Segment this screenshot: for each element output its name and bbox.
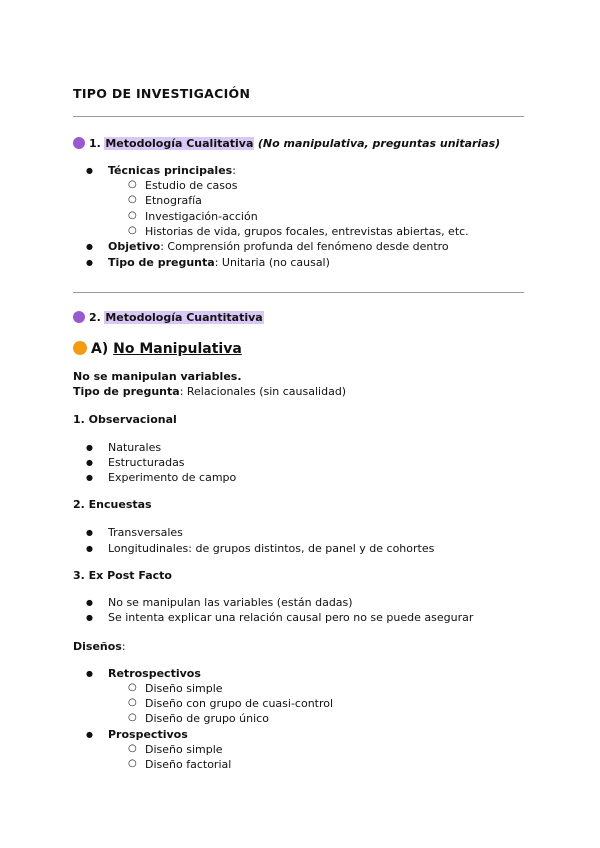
list-item: ● Objetivo: Comprensión profunda del fenómeno desde dentro (108, 240, 449, 253)
orange-circle-icon (73, 341, 87, 355)
section1-heading: 1. Metodología Cualitativa (No manipulativa, preguntas unitarias) (73, 137, 500, 150)
list-item: ● Técnicas principales: (108, 164, 236, 177)
list-item: ○ Diseño de grupo único (145, 712, 269, 725)
purple-circle-icon (73, 311, 85, 323)
encuestas-heading: 2. Encuestas (73, 498, 152, 511)
list-item: ● Transversales (108, 526, 183, 539)
page-title: TIPO DE INVESTIGACIÓN (73, 86, 251, 101)
list-item: ● Tipo de pregunta: Unitaria (no causal) (108, 256, 330, 269)
section1-note: (No manipulativa, preguntas unitarias) (257, 137, 501, 150)
list-item: ○ Diseño simple (145, 682, 223, 695)
list-item: ● Estructuradas (108, 456, 185, 469)
disenos-heading: Diseños: (73, 640, 126, 653)
statement: No se manipulan variables. (73, 370, 242, 383)
list-item: ○ Diseño factorial (145, 758, 231, 771)
list-item: ○ Estudio de casos (145, 179, 237, 192)
section2-title: Metodología Cuantitativa (105, 311, 263, 324)
section1-title: Metodología Cualitativa (105, 137, 254, 150)
list-item: ○ Etnografía (145, 194, 202, 207)
list-item: ● Se intenta explicar una relación causal pero no se puede asegurar (108, 611, 473, 624)
list-item: ● Prospectivos (108, 728, 188, 741)
list-item: ○ Diseño simple (145, 743, 223, 756)
list-item: ● Naturales (108, 441, 161, 454)
list-item: ● Longitudinales: de grupos distintos, de panel y de cohortes (108, 542, 434, 555)
list-item: ● Retrospectivos (108, 667, 201, 680)
divider (73, 292, 524, 293)
list-item: ○ Diseño con grupo de cuasi-control (145, 697, 333, 710)
list-item: ○ Investigación-acción (145, 210, 258, 223)
divider (73, 116, 524, 117)
purple-circle-icon (73, 137, 85, 149)
expost-heading: 3. Ex Post Facto (73, 569, 172, 582)
observacional-heading: 1. Observacional (73, 413, 177, 426)
section2-heading: 2. Metodología Cuantitativa (73, 311, 264, 324)
list-item: ○ Historias de vida, grupos focales, entrevistas abiertas, etc. (145, 225, 469, 238)
list-item: ● Experimento de campo (108, 471, 236, 484)
question-type: Tipo de pregunta: Relacionales (sin causalidad) (73, 385, 347, 398)
list-item: ● No se manipulan las variables (están dadas) (108, 596, 353, 609)
subsection-heading: A) No Manipulativa (73, 341, 242, 357)
